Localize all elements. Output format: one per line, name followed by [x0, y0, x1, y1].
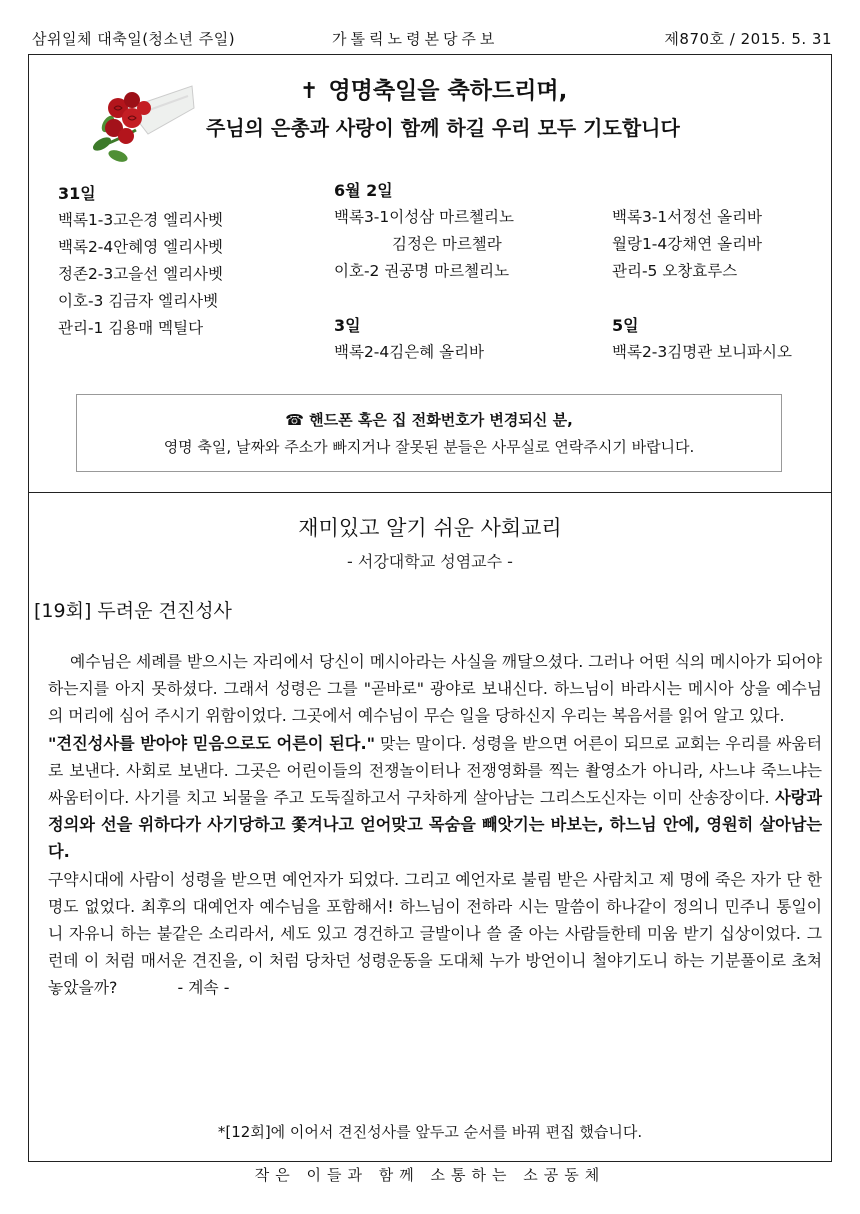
article-footnote: *[12회]에 이어서 견진성사를 앞두고 순서를 바꿔 편집 했습니다. — [217, 1123, 643, 1141]
article-body — [48, 648, 822, 1002]
article-paragraph-1: 예수님은 세례를 받으시는 자리에서 당신이 메시아라는 사실을 깨달으셨다. 그러나 어떤 식의 메시아가 되어야 하는지를 아지 못하셨다. 그래서 성령은 그를 "곧바로" 광야로 보내신다. 하느님이 바라시는 메시아 상을 예수님의 머리에 심어 주시기 위함이었다. 그곳에서 예수님이 무슨 일을 당하신지 우리는 복음서를 읽어 알고 있다. — [48, 652, 822, 726]
notice-heading — [77, 409, 781, 430]
header-feast-title: 삼위일체 대축일(청소년 주일) — [32, 30, 236, 48]
feast-day-label: 31일 — [58, 184, 96, 203]
feast-list-june-2-cont — [612, 204, 762, 285]
feast-day-label: 3일 — [334, 316, 361, 335]
feast-name: 관리-5 오창효루스 — [612, 262, 738, 280]
notice-line-2: 영명 축일, 날짜와 주소가 빠지거나 잘못된 분들은 사무실로 연락주시기 바랍니다. — [163, 438, 695, 456]
feast-title-text: 영명축일을 축하드리며, — [328, 78, 568, 104]
feast-name: 백록2-4안혜영 엘리사벳 — [58, 238, 224, 256]
feast-list-june-3 — [334, 312, 484, 366]
article-paragraph-2-text: 맞는 말이다. 성령을 받으면 어른이 되므로 교회는 우리를 싸움터로 보낸다. 사회로 보낸다. 그곳은 어린이들의 전쟁놀이터나 전쟁영화를 찍는 촬영소가 아니라, 사느냐 죽느냐는 싸움터이다. 사기를 치고 뇌물을 주고 도둑질하고서 구차하게 살아남는 그리스도신자는 이미 산송장이다. — [48, 733, 823, 808]
feast-list-june-5 — [612, 312, 792, 366]
article-paragraph-2 — [48, 730, 822, 866]
feast-name: 이호-2 권공명 마르첼리노 — [334, 262, 510, 280]
feast-day-label: 6월 2일 — [334, 181, 393, 200]
feast-name: 월랑1-4강채연 올리바 — [612, 235, 763, 253]
feast-greeting-title — [300, 72, 567, 105]
feast-name: 백록3-1서정선 올리바 — [612, 208, 763, 226]
continued-label: - 계속 - — [177, 978, 230, 998]
contact-notice-box — [76, 394, 782, 472]
article-quote: "견진성사를 받아야 믿음으로도 어른이 된다." — [48, 733, 376, 753]
notice-line-1: 핸드폰 혹은 집 전화번호가 변경되신 분, — [309, 411, 573, 429]
article-episode-heading: [19회] 두려운 견진성사 — [34, 600, 232, 622]
header-issue-date: 제870호 / 2015. 5. 31 — [664, 30, 832, 48]
feast-day-label: 5일 — [612, 316, 639, 335]
article-paragraph-3 — [48, 866, 822, 1002]
feast-name: 백록2-4김은혜 올리바 — [334, 343, 485, 361]
feast-list-31 — [58, 180, 223, 342]
feast-name: 이호-3 김금자 엘리사벳 — [58, 292, 219, 310]
article-author: - 서강대학교 성염교수 - — [347, 552, 513, 571]
phone-icon: ☎ — [285, 411, 304, 429]
feast-name: 백록1-3고은경 엘리사벳 — [58, 211, 224, 229]
article-emphasis: 사랑과 정의와 선을 위하다가 사기당하고 쫓겨나고 얻어맞고 목숨을 빼앗기는 바보는, 하느님 안에, 영원히 살아남는다. — [48, 788, 822, 862]
feast-name: 정존2-3고을선 엘리사벳 — [58, 265, 224, 283]
feast-name: 백록2-3김명관 보니파시오 — [612, 343, 792, 361]
feast-name: 김정은 마르첼라 — [392, 235, 502, 253]
section-divider — [28, 492, 832, 493]
header-parish-name: 가톨릭노령본당주보 — [332, 30, 499, 48]
article-title: 재미있고 알기 쉬운 사회교리 — [298, 516, 562, 540]
article-paragraph-3-text: 구약시대에 사람이 성령을 받으면 예언자가 되었다. 그리고 예언자로 불림 받은 사람치고 제 명에 죽은 자가 단 한 명도 없었다. 최후의 대예언자 예수님을 포함해서! 하느님이 전하라 시는 말씀이 하나같이 정의니 민주니 통일이니 자유니 하는 불같은 소리라서, 세도 있고 경건하고 글발이나 쓸 줄 아는 사람들한테 미움 받기 십상이었다. 그런데 이 처럼 매서운 견진을, 이 처럼 당차던 성령운동을 도대체 누가 방언이니 철야기도니 하는 기분풀이로 초쳐놓았을까? — [48, 869, 822, 998]
bulletin-header — [32, 28, 832, 52]
rose-bouquet-icon — [88, 78, 198, 164]
feast-name: 백록3-1이성삼 마르첼리노 — [334, 208, 514, 226]
bulletin-footer-slogan: 작은 이들과 함께 소통하는 소공동체 — [254, 1166, 606, 1184]
cross-icon: ✝ — [300, 79, 319, 104]
feast-list-june-2 — [334, 177, 514, 285]
feast-name: 관리-1 김용매 멕틸다 — [58, 319, 204, 337]
feast-greeting-subtitle: 주님의 은총과 사랑이 함께 하길 우리 모두 기도합니다 — [206, 116, 680, 140]
